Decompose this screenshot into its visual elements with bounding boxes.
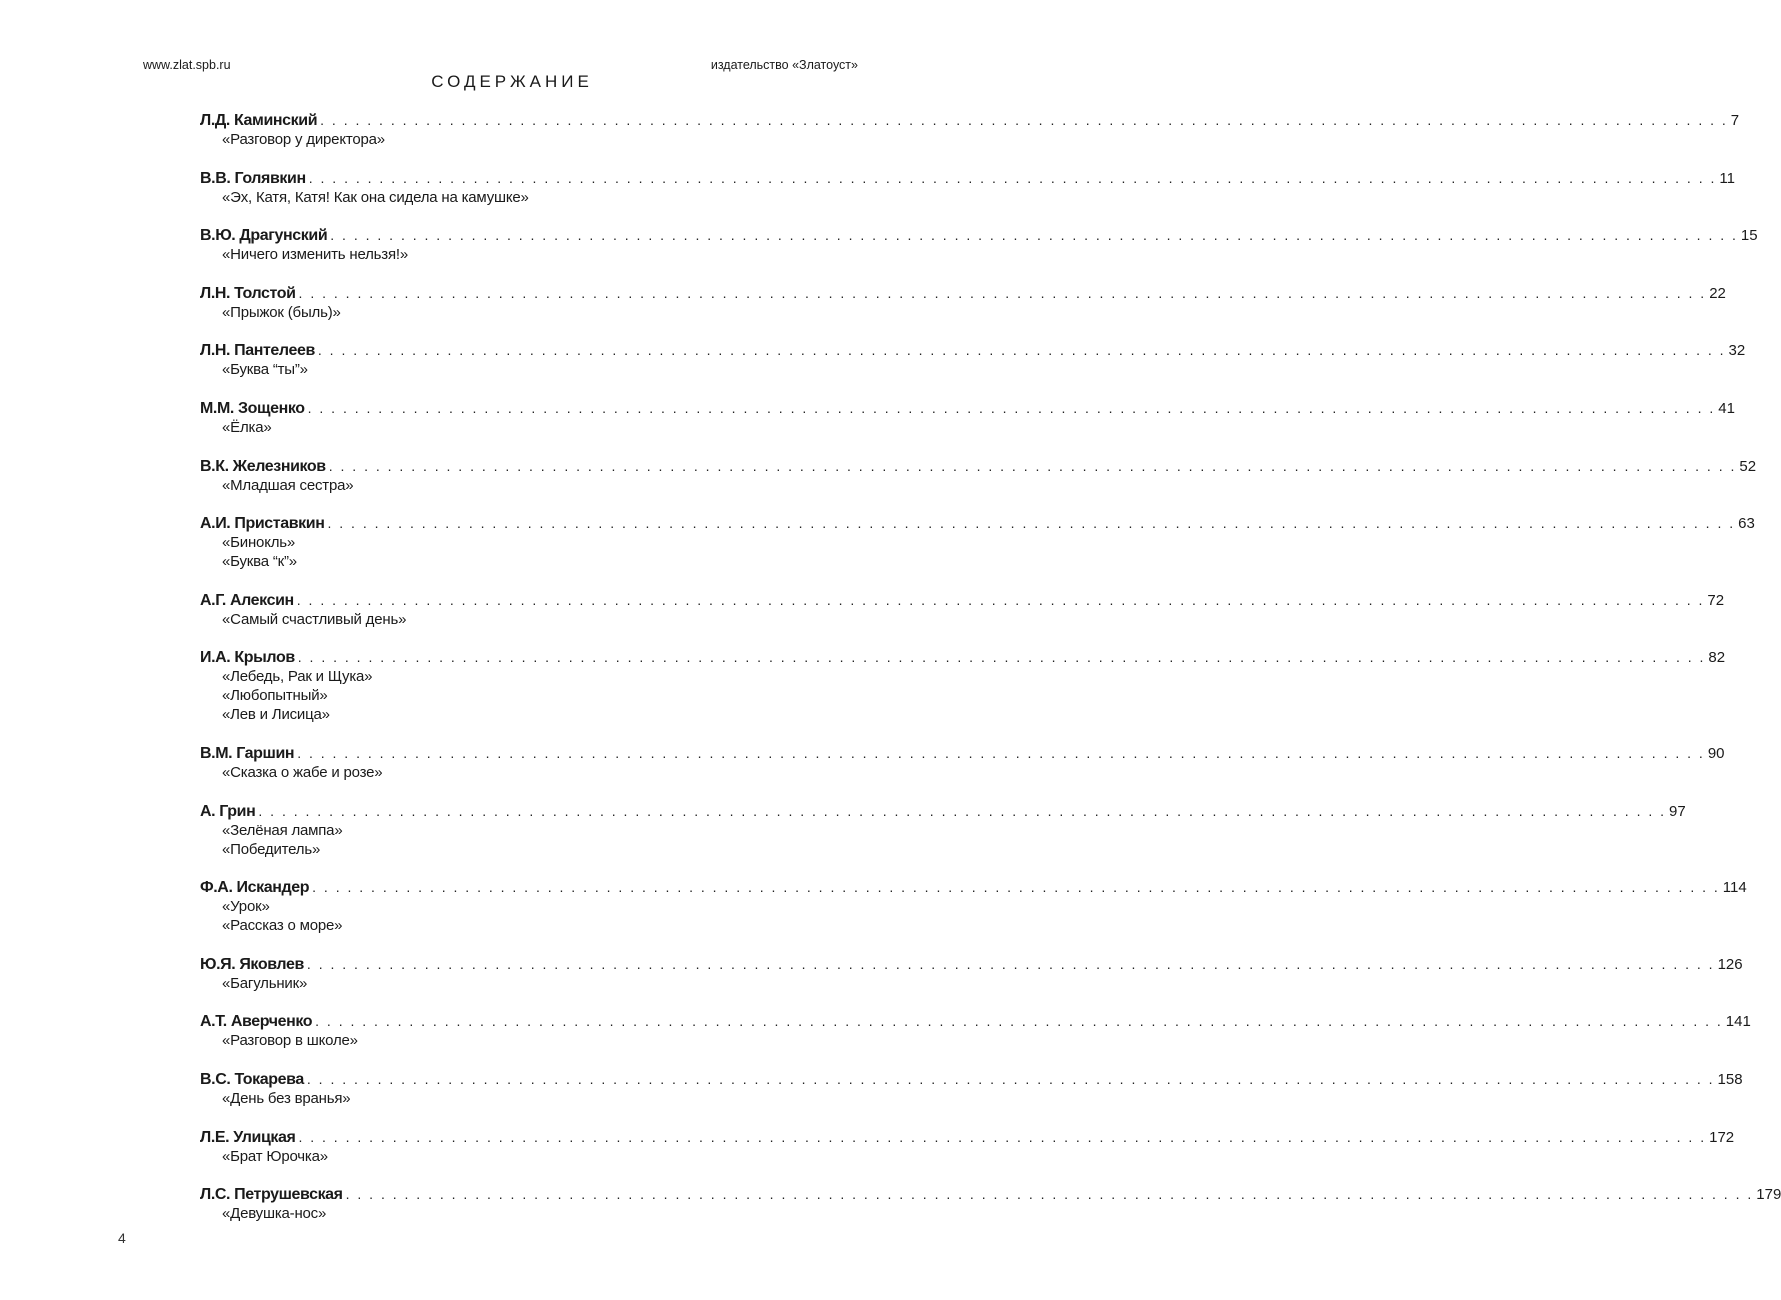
dot-leader: . . . . . . . . . . . . . . . . . . . . . . . . . . . . . . . . . . . . . . . . . . . . . . . . . . . . . . . . . . . . . . . . . . . . . . . . . . . . . . . . . . . . . . . . . . . . . . . . . . . . . . . . . . . . . . . . . . . . . . . .: [297, 744, 1705, 761]
work-title: «Брат Юрочка»: [222, 1147, 328, 1165]
work-title: «Бинокль»: [222, 534, 296, 552]
author-name: А.Г. Алексин: [200, 591, 294, 609]
toc-entry-line: [200, 514, 1755, 533]
author-name: В.В. Голявкин: [200, 169, 306, 187]
work-title: «Буква “ты”»: [222, 361, 308, 379]
toc-entry: [200, 591, 1725, 629]
toc-entry: [200, 1012, 1751, 1050]
page-reference: 158: [1717, 1070, 1743, 1088]
toc-entry-line: [200, 802, 1686, 821]
toc-entry-line: [200, 1070, 1743, 1089]
work-title: «Разговор в школе»: [222, 1032, 358, 1050]
toc-entry-line: [200, 399, 1735, 418]
page-reference: 63: [1738, 515, 1755, 533]
toc-entry-line: [200, 955, 1743, 974]
toc-entry-line: [200, 591, 1725, 610]
publisher-name: издательство «Златоуст»: [710, 58, 858, 72]
page-reference: 82: [1708, 649, 1726, 667]
table-of-contents: [200, 111, 1781, 1243]
page-reference: 7: [1730, 112, 1740, 129]
author-name: В.К. Железников: [200, 457, 326, 475]
page-number: 4: [118, 1230, 126, 1246]
dot-leader: . . . . . . . . . . . . . . . . . . . . . . . . . . . . . . . . . . . . . . . . . . . . . . . . . . . . . . . . . . . . . . . . . . . . . . . . . . . . . . . . . . . . . . . . . . . . . . . . . . . . . . . . . . . . . . . . . . . . . . . .: [345, 1186, 1754, 1203]
work-title: «Буква “к”»: [222, 553, 297, 571]
work-title: «Урок»: [222, 898, 270, 916]
dot-leader: . . . . . . . . . . . . . . . . . . . . . . . . . . . . . . . . . . . . . . . . . . . . . . . . . . . . . . . . . . . . . . . . . . . . . . . . . . . . . . . . . . . . . . . . . . . . . . . . . . . . . . . . . . . . . . . . . . . . . . . .: [298, 1128, 1707, 1145]
work-title: «Любопытный»: [222, 687, 328, 705]
work-title: «Разговор у директора»: [222, 131, 385, 148]
toc-entry-line: [200, 648, 1726, 667]
work-title: «Эх, Катя, Катя! Как она сидела на камушке»: [222, 188, 529, 206]
author-name: В.С. Токарева: [200, 1070, 304, 1088]
toc-entry-line: [200, 1128, 1735, 1147]
page-reference: 126: [1717, 955, 1743, 973]
author-name: В.М. Гаршин: [200, 744, 295, 762]
author-name: М.М. Зощенко: [200, 399, 305, 417]
toc-entry-line: [200, 284, 1726, 303]
dot-leader: . . . . . . . . . . . . . . . . . . . . . . . . . . . . . . . . . . . . . . . . . . . . . . . . . . . . . . . . . . . . . . . . . . . . . . . . . . . . . . . . . . . . . . . . . . . . . . . . . . . . . . . . . . . . . . . . . . . . . . . .: [298, 284, 1707, 301]
toc-entry: [200, 341, 1746, 379]
dot-leader: . . . . . . . . . . . . . . . . . . . . . . . . . . . . . . . . . . . . . . . . . . . . . . . . . . . . . . . . . . . . . . . . . . . . . . . . . . . . . . . . . . . . . . . . . . . . . . . . . . . . . . . . . . . . . . . . . . . . . . . .: [312, 879, 1720, 896]
author-name: А.Т. Аверченко: [200, 1013, 313, 1031]
dot-leader: . . . . . . . . . . . . . . . . . . . . . . . . . . . . . . . . . . . . . . . . . . . . . . . . . . . . . . . . . . . . . . . . . . . . . . . . . . . . . . . . . . . . . . . . . . . . . . . . . . . . . . . . . . . . . . . . . . . . . . . .: [306, 1070, 1715, 1087]
toc-entry-line: [200, 1012, 1751, 1031]
toc-entry: [200, 802, 1686, 859]
page-reference: 41: [1718, 399, 1735, 417]
toc-entry-line: [200, 169, 1735, 188]
work-title: «Лебедь, Рак и Щука»: [222, 668, 373, 686]
work-title: «Сказка о жабе и розе»: [222, 763, 383, 781]
page-reference: 114: [1722, 879, 1747, 897]
page-reference: 141: [1725, 1013, 1751, 1031]
page-reference: 52: [1739, 457, 1757, 475]
dot-leader: . . . . . . . . . . . . . . . . . . . . . . . . . . . . . . . . . . . . . . . . . . . . . . . . . . . . . . . . . . . . . . . . . . . . . . . . . . . . . . . . . . . . . . . . . . . . . . . . . . . . . . . . . . . . . . . . . . . . . . . .: [330, 227, 1738, 244]
author-name: Ю.Я. Яковлев: [200, 955, 304, 973]
page-reference: 90: [1707, 744, 1725, 762]
author-name: Л.Е. Улицкая: [200, 1128, 296, 1146]
dot-leader: . . . . . . . . . . . . . . . . . . . . . . . . . . . . . . . . . . . . . . . . . . . . . . . . . . . . . . . . . . . . . . . . . . . . . . . . . . . . . . . . . . . . . . . . . . . . . . . . . . . . . . . . . . . . . . . . . . . . . . . .: [317, 342, 1726, 359]
page-reference: 97: [1669, 802, 1686, 820]
work-title: «Рассказ о море»: [222, 917, 343, 935]
work-title: «Прыжок (быль)»: [222, 303, 341, 321]
author-name: Ф.А. Искандер: [200, 879, 310, 897]
dot-leader: . . . . . . . . . . . . . . . . . . . . . . . . . . . . . . . . . . . . . . . . . . . . . . . . . . . . . . . . . . . . . . . . . . . . . . . . . . . . . . . . . . . . . . . . . . . . . . . . . . . . . . . . . . . . . . . . . . . . . . . .: [315, 1013, 1723, 1030]
work-title: «Младшая сестра»: [222, 476, 354, 494]
dot-leader: . . . . . . . . . . . . . . . . . . . . . . . . . . . . . . . . . . . . . . . . . . . . . . . . . . . . . . . . . . . . . . . . . . . . . . . . . . . . . . . . . . . . . . . . . . . . . . . . . . . . . . . . . . . . . . . . . . . . . . . .: [306, 955, 1715, 972]
toc-entry: [200, 878, 1747, 935]
toc-entry: [200, 1070, 1743, 1108]
work-title: «Лев и Лисица»: [222, 706, 330, 724]
dot-leader: . . . . . . . . . . . . . . . . . . . . . . . . . . . . . . . . . . . . . . . . . . . . . . . . . . . . . . . . . . . . . . . . . . . . . . . . . . . . . . . . . . . . . . . . . . . . . . . . . . . . . . . . . . . . . . . . . . . . . . . .: [308, 169, 1717, 186]
page-reference: 32: [1728, 342, 1746, 360]
dot-leader: . . . . . . . . . . . . . . . . . . . . . . . . . . . . . . . . . . . . . . . . . . . . . . . . . . . . . . . . . . . . . . . . . . . . . . . . . . . . . . . . . . . . . . . . . . . . . . . . . . . . . . . . . . . . . . . . . . . . . . . .: [328, 457, 1737, 474]
work-title: «Зелёная лампа»: [222, 821, 343, 839]
toc-entry: [200, 1128, 1735, 1166]
work-title: «Победитель»: [222, 840, 321, 858]
author-name: Л.Н. Пантелеев: [200, 342, 315, 360]
work-title: «Ёлка»: [222, 418, 272, 436]
author-name: В.Ю. Драгунский: [200, 227, 328, 245]
page-reference: 179: [1756, 1186, 1781, 1204]
dot-leader: . . . . . . . . . . . . . . . . . . . . . . . . . . . . . . . . . . . . . . . . . . . . . . . . . . . . . . . . . . . . . . . . . . . . . . . . . . . . . . . . . . . . . . . . . . . . . . . . . . . . . . . . . . . . . . . . . . . . . . . .: [258, 802, 1667, 819]
toc-entry-line: [200, 457, 1757, 476]
page-reference: 22: [1709, 284, 1726, 302]
work-title: «Самый счастливый день»: [222, 610, 407, 628]
toc-entry: [200, 648, 1726, 724]
author-name: Л.Н. Толстой: [200, 284, 296, 302]
work-title: «Багульник»: [222, 974, 308, 992]
page-reference: 72: [1707, 591, 1725, 609]
dot-leader: . . . . . . . . . . . . . . . . . . . . . . . . . . . . . . . . . . . . . . . . . . . . . . . . . . . . . . . . . . . . . . . . . . . . . . . . . . . . . . . . . . . . . . . . . . . . . . . . . . . . . . . . . . . . . . . . . . . . . . . .: [297, 649, 1706, 666]
toc-entry: [200, 457, 1757, 495]
author-name: Л.Д. Каминский: [200, 112, 318, 129]
toc-entry-line: [200, 341, 1746, 360]
toc-entry: [200, 399, 1735, 437]
work-title: «Девушка-нос»: [222, 1205, 327, 1223]
work-title: «День без вранья»: [222, 1089, 351, 1107]
dot-leader: . . . . . . . . . . . . . . . . . . . . . . . . . . . . . . . . . . . . . . . . . . . . . . . . . . . . . . . . . . . . . . . . . . . . . . . . . . . . . . . . . . . . . . . . . . . . . . . . . . . . . . . . . . . . . . . . . . . . . . . .: [296, 591, 1705, 608]
author-name: А.И. Приставкин: [200, 515, 325, 533]
toc-entry: [200, 514, 1755, 571]
page-reference: 172: [1709, 1128, 1735, 1146]
toc-entry-line: [200, 226, 1758, 245]
toc-entry-line: [200, 111, 1740, 130]
toc-entry-line: [200, 1185, 1781, 1204]
dot-leader: . . . . . . . . . . . . . . . . . . . . . . . . . . . . . . . . . . . . . . . . . . . . . . . . . . . . . . . . . . . . . . . . . . . . . . . . . . . . . . . . . . . . . . . . . . . . . . . . . . . . . . . . . . . . . . . . . . . . . . . .: [327, 515, 1736, 532]
toc-entry: [200, 284, 1726, 322]
toc-entry-line: [200, 744, 1725, 763]
dot-leader: . . . . . . . . . . . . . . . . . . . . . . . . . . . . . . . . . . . . . . . . . . . . . . . . . . . . . . . . . . . . . . . . . . . . . . . . . . . . . . . . . . . . . . . . . . . . . . . . . . . . . . . . . . . . . . . . . . . . . . . .: [307, 399, 1716, 416]
page-reference: 11: [1719, 169, 1735, 187]
toc-entry: [200, 744, 1725, 782]
toc-entry: [200, 226, 1758, 264]
author-name: Л.С. Петрушевская: [200, 1186, 343, 1204]
toc-entry: [200, 169, 1735, 207]
work-title: «Ничего изменить нельзя!»: [222, 246, 408, 264]
page-title: СОДЕРЖАНИЕ: [431, 72, 593, 91]
toc-entry: [200, 955, 1743, 993]
toc-entry: [200, 1185, 1781, 1223]
page-reference: 15: [1740, 227, 1758, 245]
toc-entry: [200, 111, 1740, 149]
author-name: И.А. Крылов: [200, 649, 295, 667]
dot-leader: . . . . . . . . . . . . . . . . . . . . . . . . . . . . . . . . . . . . . . . . . . . . . . . . . . . . . . . . . . . . . . . . . . . . . . . . . . . . . . . . . . . . . . . . . . . . . . . . . . . . . . . . . . . . . . . . . . . . . . . .: [320, 112, 1728, 128]
website-url: www.zlat.spb.ru: [143, 58, 231, 72]
toc-entry-line: [200, 878, 1747, 897]
author-name: А. Грин: [200, 802, 256, 820]
